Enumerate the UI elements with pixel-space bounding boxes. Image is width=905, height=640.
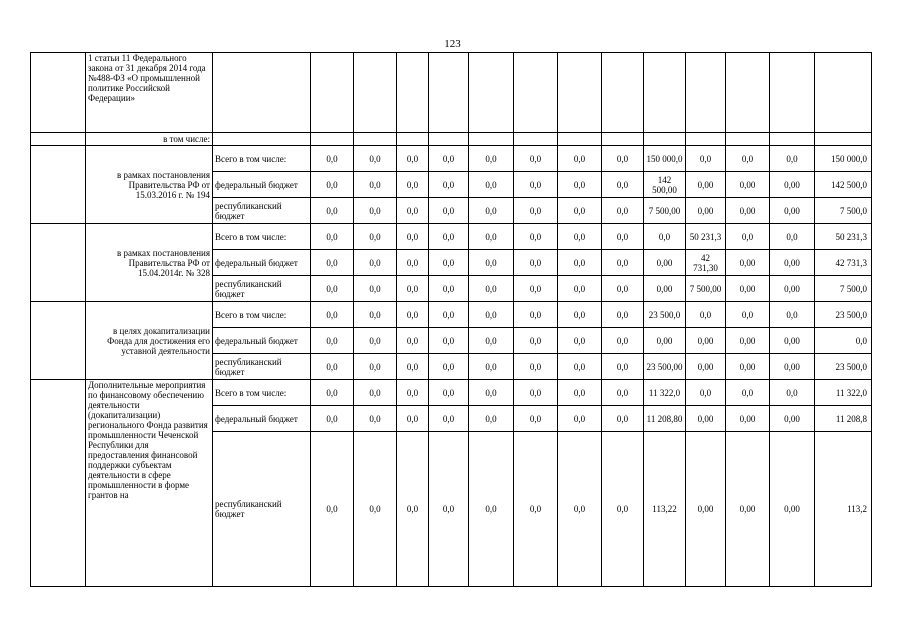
value-cell: 0,0 bbox=[311, 328, 354, 354]
group-title: Дополнительные мероприятия по финансовому обеспечению деятельности (докапитализации) регионального Фонда развития промышленности Чеченской Республики для предоставления финансовой поддержки субъектам деятельности в сфере промышленности в форме грантов на bbox=[86, 380, 213, 587]
value-cell: 0,0 bbox=[558, 224, 602, 250]
budget-label: Всего в том числе: bbox=[213, 380, 311, 406]
value-cell: 0,0 bbox=[514, 380, 558, 406]
empty-cell bbox=[31, 224, 86, 302]
value-cell: 0,0 bbox=[469, 406, 514, 432]
value-cell: 0,0 bbox=[602, 328, 644, 354]
value-cell: 0,0 bbox=[311, 146, 354, 172]
empty-cell bbox=[311, 53, 354, 133]
empty-cell bbox=[31, 133, 86, 146]
value-cell: 0,00 bbox=[726, 276, 770, 302]
value-cell: 0,0 bbox=[770, 224, 815, 250]
value-cell: 0,0 bbox=[354, 380, 397, 406]
including-row bbox=[31, 133, 872, 146]
total-cell: 23 500,0 bbox=[815, 302, 872, 328]
value-cell: 0,0 bbox=[726, 146, 770, 172]
total-cell: 50 231,3 bbox=[815, 224, 872, 250]
value-cell: 0,0 bbox=[514, 406, 558, 432]
page-number: 123 bbox=[444, 38, 461, 50]
value-cell: 0,0 bbox=[429, 302, 469, 328]
value-cell: 0,0 bbox=[311, 224, 354, 250]
empty-cell bbox=[31, 53, 86, 133]
value-cell: 0,00 bbox=[726, 250, 770, 276]
empty-cell bbox=[558, 53, 602, 133]
empty-cell bbox=[514, 133, 558, 146]
value-cell: 0,00 bbox=[770, 432, 815, 587]
value-cell: 0,0 bbox=[558, 406, 602, 432]
budget-label: республиканский бюджет bbox=[213, 432, 311, 587]
value-cell: 0,0 bbox=[514, 224, 558, 250]
value-cell: 0,00 bbox=[770, 198, 815, 224]
value-cell: 0,00 bbox=[644, 328, 686, 354]
value-cell: 7 500,00 bbox=[686, 276, 726, 302]
value-cell: 0,0 bbox=[397, 328, 429, 354]
value-cell: 0,0 bbox=[770, 146, 815, 172]
budget-label: республиканский бюджет bbox=[213, 354, 311, 380]
empty-cell bbox=[397, 133, 429, 146]
value-cell: 0,00 bbox=[686, 328, 726, 354]
budget-label: федеральный бюджет bbox=[213, 328, 311, 354]
value-cell: 0,00 bbox=[770, 328, 815, 354]
value-cell: 0,00 bbox=[726, 432, 770, 587]
empty-cell bbox=[31, 302, 86, 380]
value-cell: 0,0 bbox=[514, 198, 558, 224]
empty-cell bbox=[770, 53, 815, 133]
value-cell: 7 500,00 bbox=[644, 198, 686, 224]
budget-label: Всего в том числе: bbox=[213, 146, 311, 172]
empty-cell bbox=[31, 380, 86, 587]
value-cell: 0,0 bbox=[514, 250, 558, 276]
value-cell: 0,0 bbox=[311, 250, 354, 276]
table-row bbox=[31, 380, 872, 406]
value-cell: 0,0 bbox=[469, 250, 514, 276]
value-cell: 0,0 bbox=[429, 224, 469, 250]
value-cell: 0,0 bbox=[469, 224, 514, 250]
including-label: в том числе: bbox=[86, 133, 213, 146]
value-cell: 0,00 bbox=[686, 354, 726, 380]
value-cell: 0,00 bbox=[686, 406, 726, 432]
total-cell: 42 731,3 bbox=[815, 250, 872, 276]
table-row bbox=[31, 146, 872, 172]
value-cell: 0,0 bbox=[397, 406, 429, 432]
intro-row bbox=[31, 53, 872, 133]
budget-label: федеральный бюджет bbox=[213, 406, 311, 432]
value-cell: 0,0 bbox=[429, 198, 469, 224]
value-cell: 0,0 bbox=[558, 276, 602, 302]
value-cell: 0,0 bbox=[311, 302, 354, 328]
empty-cell bbox=[770, 133, 815, 146]
value-cell: 0,00 bbox=[770, 250, 815, 276]
value-cell: 0,0 bbox=[602, 380, 644, 406]
value-cell: 0,0 bbox=[726, 302, 770, 328]
empty-cell bbox=[815, 133, 872, 146]
value-cell: 0,00 bbox=[726, 354, 770, 380]
value-cell: 0,0 bbox=[514, 302, 558, 328]
value-cell: 0,0 bbox=[397, 302, 429, 328]
value-cell: 11 322,0 bbox=[644, 380, 686, 406]
value-cell: 0,0 bbox=[311, 172, 354, 198]
value-cell: 0,0 bbox=[429, 432, 469, 587]
value-cell: 0,00 bbox=[770, 406, 815, 432]
value-cell: 0,0 bbox=[311, 406, 354, 432]
value-cell: 0,0 bbox=[514, 432, 558, 587]
value-cell: 0,00 bbox=[770, 354, 815, 380]
value-cell: 42 731,30 bbox=[686, 250, 726, 276]
empty-cell bbox=[514, 53, 558, 133]
value-cell: 0,0 bbox=[602, 250, 644, 276]
value-cell: 142 500,00 bbox=[644, 172, 686, 198]
budget-label: республиканский бюджет bbox=[213, 276, 311, 302]
value-cell: 0,0 bbox=[602, 224, 644, 250]
empty-cell bbox=[397, 53, 429, 133]
empty-cell bbox=[354, 53, 397, 133]
value-cell: 0,0 bbox=[429, 276, 469, 302]
total-cell: 11 208,8 bbox=[815, 406, 872, 432]
value-cell: 0,0 bbox=[429, 146, 469, 172]
value-cell: 0,0 bbox=[770, 380, 815, 406]
value-cell: 0,0 bbox=[602, 146, 644, 172]
value-cell: 0,0 bbox=[429, 250, 469, 276]
value-cell: 113,22 bbox=[644, 432, 686, 587]
value-cell: 0,00 bbox=[770, 276, 815, 302]
value-cell: 0,0 bbox=[686, 146, 726, 172]
value-cell: 0,00 bbox=[726, 198, 770, 224]
empty-cell bbox=[213, 53, 311, 133]
value-cell: 0,0 bbox=[311, 276, 354, 302]
budget-label: республиканский бюджет bbox=[213, 198, 311, 224]
value-cell: 0,0 bbox=[397, 172, 429, 198]
value-cell: 0,0 bbox=[644, 224, 686, 250]
value-cell: 0,0 bbox=[514, 328, 558, 354]
value-cell: 0,0 bbox=[469, 302, 514, 328]
table-row bbox=[31, 302, 872, 328]
value-cell: 0,0 bbox=[558, 172, 602, 198]
value-cell: 0,0 bbox=[558, 146, 602, 172]
group-title: в рамках постановления Правительства РФ от 15.04.2014г. № 328 bbox=[86, 224, 213, 302]
value-cell: 0,0 bbox=[354, 198, 397, 224]
budget-label: Всего в том числе: bbox=[213, 302, 311, 328]
value-cell: 0,0 bbox=[429, 354, 469, 380]
value-cell: 0,0 bbox=[602, 198, 644, 224]
value-cell: 0,00 bbox=[644, 250, 686, 276]
value-cell: 0,0 bbox=[397, 380, 429, 406]
value-cell: 0,0 bbox=[558, 198, 602, 224]
empty-cell bbox=[815, 53, 872, 133]
value-cell: 0,0 bbox=[558, 354, 602, 380]
value-cell: 0,0 bbox=[602, 276, 644, 302]
value-cell: 0,0 bbox=[558, 302, 602, 328]
empty-cell bbox=[429, 53, 469, 133]
value-cell: 0,0 bbox=[602, 172, 644, 198]
empty-cell bbox=[686, 53, 726, 133]
value-cell: 0,0 bbox=[397, 250, 429, 276]
value-cell: 0,0 bbox=[469, 276, 514, 302]
intro-text-cell: 1 статьи 11 Федерального закона от 31 декабря 2014 года №488-ФЗ «О промышленной политике Российской Федерации» bbox=[86, 53, 213, 133]
value-cell: 0,0 bbox=[602, 432, 644, 587]
value-cell: 0,0 bbox=[469, 432, 514, 587]
value-cell: 23 500,0 bbox=[644, 302, 686, 328]
empty-cell bbox=[644, 133, 686, 146]
total-cell: 0,0 bbox=[815, 328, 872, 354]
value-cell: 0,0 bbox=[311, 354, 354, 380]
value-cell: 0,00 bbox=[686, 172, 726, 198]
budget-label: федеральный бюджет bbox=[213, 250, 311, 276]
value-cell: 0,0 bbox=[429, 172, 469, 198]
value-cell: 0,0 bbox=[469, 172, 514, 198]
value-cell: 0,00 bbox=[644, 276, 686, 302]
value-cell: 0,0 bbox=[602, 354, 644, 380]
value-cell: 0,0 bbox=[354, 354, 397, 380]
total-cell: 7 500,0 bbox=[815, 198, 872, 224]
group-title: в рамках постановления Правительства РФ от 15.03.2016 г. № 194 bbox=[86, 146, 213, 224]
value-cell: 0,0 bbox=[311, 198, 354, 224]
value-cell: 0,0 bbox=[770, 302, 815, 328]
empty-cell bbox=[469, 53, 514, 133]
value-cell: 0,0 bbox=[354, 406, 397, 432]
value-cell: 0,0 bbox=[558, 328, 602, 354]
value-cell: 0,0 bbox=[686, 302, 726, 328]
value-cell: 0,0 bbox=[397, 432, 429, 587]
value-cell: 0,00 bbox=[726, 172, 770, 198]
empty-cell bbox=[644, 53, 686, 133]
budget-label: Всего в том числе: bbox=[213, 224, 311, 250]
value-cell: 0,0 bbox=[429, 406, 469, 432]
empty-cell bbox=[354, 133, 397, 146]
value-cell: 0,00 bbox=[726, 406, 770, 432]
value-cell: 0,0 bbox=[469, 146, 514, 172]
table-body bbox=[31, 53, 872, 587]
value-cell: 0,0 bbox=[469, 354, 514, 380]
value-cell: 0,0 bbox=[354, 328, 397, 354]
value-cell: 0,0 bbox=[558, 432, 602, 587]
total-cell: 113,2 bbox=[815, 432, 872, 587]
value-cell: 0,0 bbox=[469, 198, 514, 224]
value-cell: 0,0 bbox=[354, 432, 397, 587]
empty-cell bbox=[602, 133, 644, 146]
value-cell: 0,0 bbox=[354, 250, 397, 276]
value-cell: 0,0 bbox=[686, 380, 726, 406]
value-cell: 0,0 bbox=[354, 224, 397, 250]
value-cell: 0,0 bbox=[311, 380, 354, 406]
value-cell: 0,0 bbox=[429, 328, 469, 354]
total-cell: 11 322,0 bbox=[815, 380, 872, 406]
value-cell: 0,0 bbox=[354, 302, 397, 328]
value-cell: 0,0 bbox=[311, 432, 354, 587]
value-cell: 0,0 bbox=[354, 276, 397, 302]
value-cell: 0,0 bbox=[602, 406, 644, 432]
value-cell: 0,0 bbox=[397, 224, 429, 250]
value-cell: 0,0 bbox=[514, 172, 558, 198]
value-cell: 0,0 bbox=[429, 380, 469, 406]
empty-cell bbox=[31, 146, 86, 224]
empty-cell bbox=[602, 53, 644, 133]
total-cell: 23 500,0 bbox=[815, 354, 872, 380]
value-cell: 0,0 bbox=[558, 380, 602, 406]
total-cell: 142 500,0 bbox=[815, 172, 872, 198]
value-cell: 0,0 bbox=[726, 380, 770, 406]
table-row bbox=[31, 224, 872, 250]
empty-cell bbox=[469, 133, 514, 146]
total-cell: 150 000,0 bbox=[815, 146, 872, 172]
value-cell: 0,00 bbox=[686, 432, 726, 587]
budget-table bbox=[30, 52, 872, 587]
value-cell: 150 000,0 bbox=[644, 146, 686, 172]
total-cell: 7 500,0 bbox=[815, 276, 872, 302]
empty-cell bbox=[726, 133, 770, 146]
value-cell: 0,0 bbox=[602, 302, 644, 328]
empty-cell bbox=[429, 133, 469, 146]
value-cell: 0,0 bbox=[514, 354, 558, 380]
empty-cell bbox=[558, 133, 602, 146]
value-cell: 0,00 bbox=[686, 198, 726, 224]
value-cell: 0,0 bbox=[726, 224, 770, 250]
value-cell: 0,0 bbox=[354, 146, 397, 172]
value-cell: 0,0 bbox=[469, 380, 514, 406]
budget-label: федеральный бюджет bbox=[213, 172, 311, 198]
value-cell: 0,0 bbox=[514, 146, 558, 172]
value-cell: 0,0 bbox=[354, 172, 397, 198]
value-cell: 0,00 bbox=[726, 328, 770, 354]
group-title: в целях докапитализации Фонда для достижения его уставной деятельности bbox=[86, 302, 213, 380]
value-cell: 0,00 bbox=[770, 172, 815, 198]
value-cell: 0,0 bbox=[397, 146, 429, 172]
value-cell: 0,0 bbox=[397, 198, 429, 224]
value-cell: 0,0 bbox=[558, 250, 602, 276]
value-cell: 0,0 bbox=[397, 354, 429, 380]
value-cell: 0,0 bbox=[469, 328, 514, 354]
empty-cell bbox=[686, 133, 726, 146]
empty-cell bbox=[311, 133, 354, 146]
value-cell: 50 231,3 bbox=[686, 224, 726, 250]
empty-cell bbox=[726, 53, 770, 133]
value-cell: 11 208,80 bbox=[644, 406, 686, 432]
value-cell: 23 500,00 bbox=[644, 354, 686, 380]
value-cell: 0,0 bbox=[514, 276, 558, 302]
empty-cell bbox=[213, 133, 311, 146]
value-cell: 0,0 bbox=[397, 276, 429, 302]
